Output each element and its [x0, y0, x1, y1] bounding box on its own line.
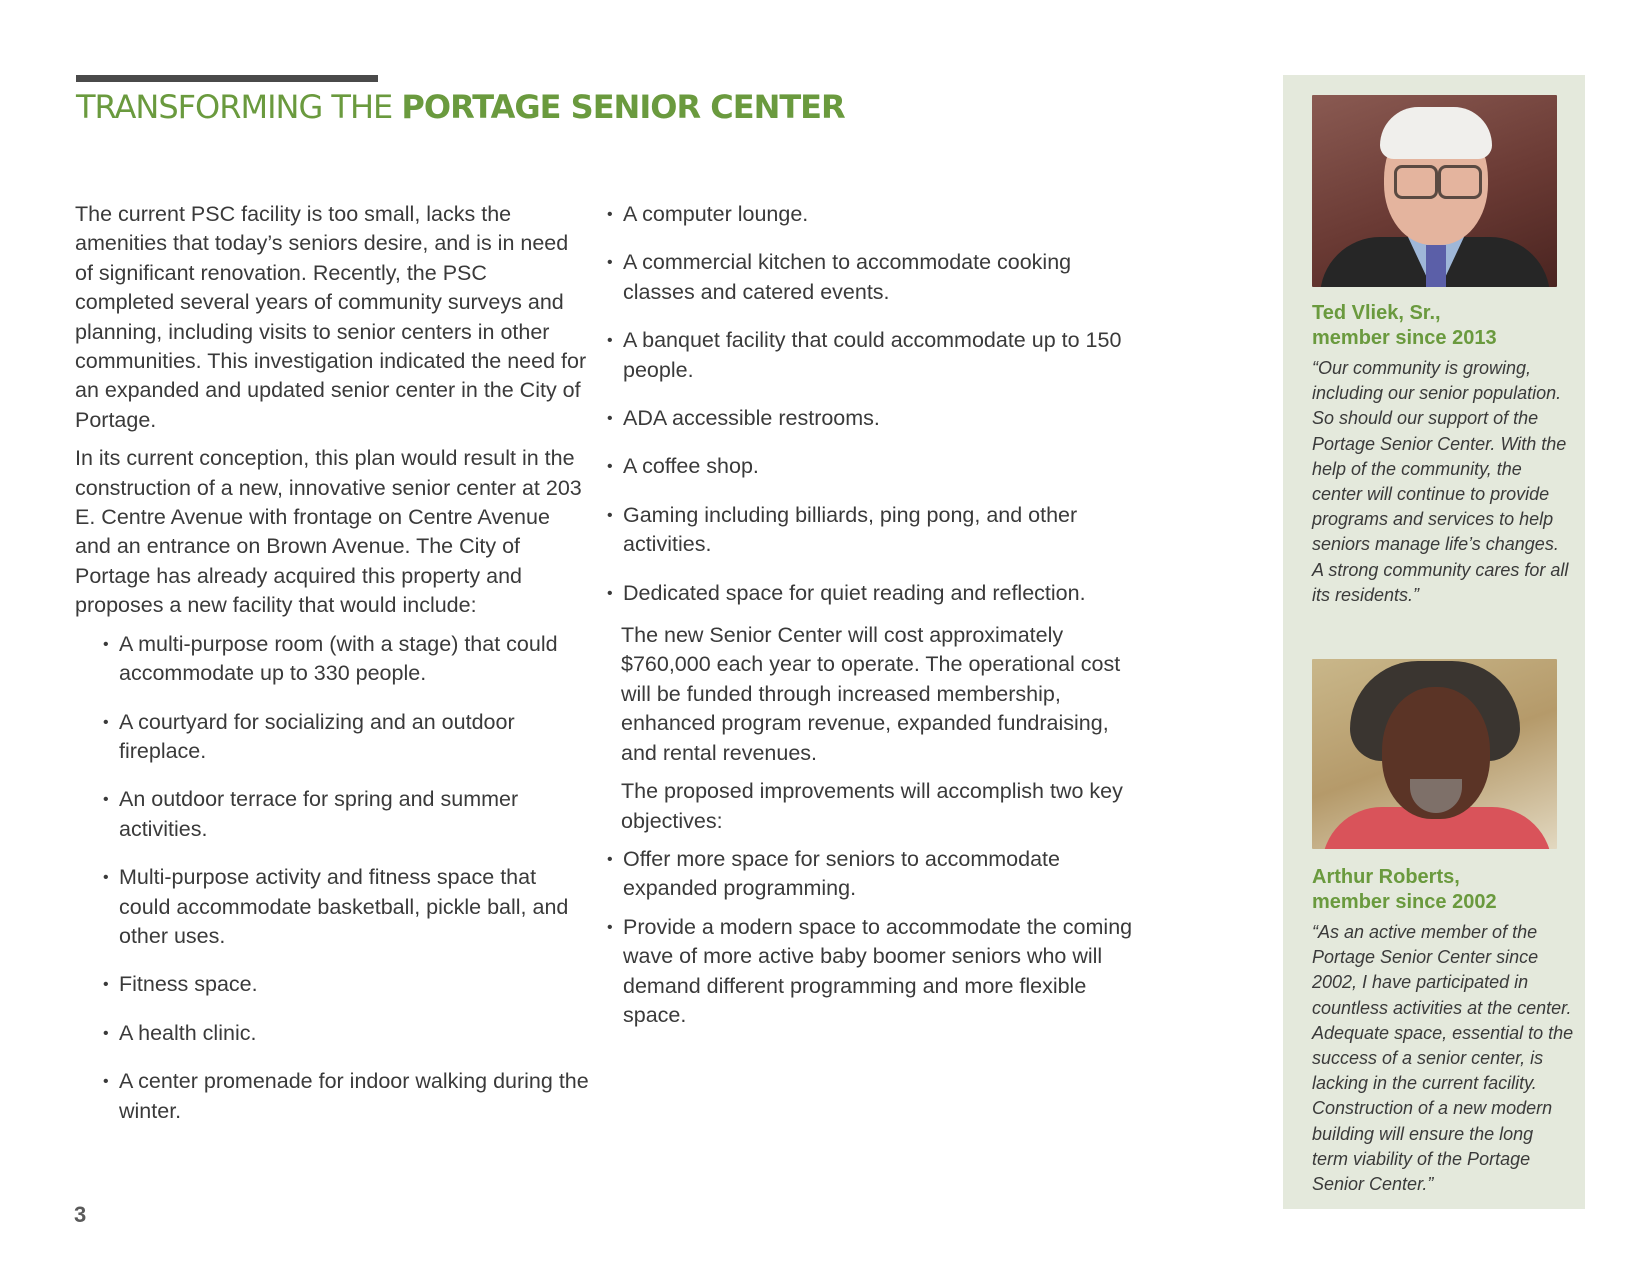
left-column: [75, 200, 590, 1145]
list-item-text: A multi-purpose room (with a stage) that could accommodate up to 330 people.: [119, 631, 558, 686]
member-since: member since 2013: [1312, 327, 1497, 349]
amenity-list: [579, 200, 1141, 608]
list-item: [579, 845, 1141, 904]
list-item-text: ADA accessible restrooms.: [623, 406, 880, 431]
bullet-icon: •: [607, 206, 613, 223]
bullet-icon: •: [103, 791, 109, 809]
bullet-icon: •: [103, 976, 109, 994]
list-item-text: A banquet facility that could accommodate up to 150 people.: [623, 328, 1122, 382]
testimonial-quote: “As an active member of the Portage Senior Center since 2002, I have participated in countless activities at the center. Adequate space, essential to the success of a senior center, is lacking in the current facility. Construction of a new modern building will ensure the long term viability of the Portage Senior Center.”: [1312, 922, 1574, 1195]
list-item-text: A center promenade for indoor walking during the winter.: [119, 1069, 589, 1123]
plan-paragraph: In its current conception, this plan would result in the construction of a new, innovative senior center at 203 E. Centre Avenue with frontage on Centre Avenue and an entrance on Brown Avenue. The City of Portage has already acquired this property and proposes a new facility that would include:: [75, 446, 582, 618]
bullet-icon: •: [607, 332, 613, 350]
member-name-text: Arthur Roberts,: [1312, 866, 1460, 888]
bullet-icon: •: [607, 918, 613, 936]
list-item: [75, 630, 590, 689]
list-item: [75, 970, 590, 999]
list-item: [579, 404, 1141, 433]
bullet-icon: •: [607, 458, 613, 476]
bullet-icon: •: [103, 1024, 109, 1042]
list-item: [75, 785, 590, 844]
list-item-text: Provide a modern space to accommodate the coming wave of more active baby boomer seniors who will demand different programming and more flexible space.: [623, 914, 1133, 1027]
list-item-text: An outdoor terrace for spring and summer activities.: [119, 787, 519, 841]
list-item-text: A commercial kitchen to accommodate cooking classes and catered events.: [623, 250, 1072, 304]
bullet-icon: •: [607, 850, 613, 868]
member-name-text: Ted Vliek, Sr.,: [1312, 302, 1441, 324]
bullet-icon: •: [607, 254, 613, 272]
page-title: [76, 88, 845, 126]
middle-column: [607, 200, 1141, 1039]
objectives-list: [579, 845, 1141, 1030]
member-since: member since 2002: [1312, 891, 1497, 913]
list-item: [579, 913, 1141, 1031]
page-title-light: TRANSFORMING THE: [76, 88, 402, 126]
list-item: [579, 579, 1141, 608]
list-item-text: A coffee shop.: [623, 454, 759, 479]
list-item: [579, 326, 1141, 385]
bullet-icon: •: [103, 635, 109, 653]
list-item: [579, 200, 1141, 229]
page-title-bold: PORTAGE SENIOR CENTER: [401, 88, 845, 126]
list-item-text: Dedicated space for quiet reading and reflection.: [623, 580, 1086, 605]
testimonial-sidebar: [1283, 75, 1585, 1209]
title-rule: [76, 75, 378, 82]
list-item: [75, 708, 590, 767]
list-item: [579, 248, 1141, 307]
page-number: 3: [74, 1202, 87, 1227]
bullet-icon: •: [607, 410, 613, 428]
member-name: [1312, 865, 1574, 915]
bullet-icon: •: [607, 584, 613, 602]
objectives-intro: The proposed improvements will accomplish two key objectives:: [621, 779, 1123, 833]
member-photo: [1312, 95, 1557, 287]
list-item-text: Offer more space for seniors to accommodate expanded programming.: [623, 846, 1060, 901]
list-item: [75, 1019, 590, 1048]
member-photo: [1312, 659, 1557, 849]
list-item-text: A health clinic.: [119, 1020, 257, 1045]
list-item-text: A computer lounge.: [623, 202, 809, 226]
intro-paragraph: The current PSC facility is too small, lacks the amenities that today’s seniors desire, and is in need of significant renovation. Recently, the PSC completed several years of community surveys and planning, including visits to senior centers in other communities. This investigation indicated the need for an expanded and updated senior center in the City of Portage.: [75, 202, 587, 432]
list-item: [579, 452, 1141, 481]
list-item: [579, 501, 1141, 560]
member-name: [1312, 301, 1574, 351]
list-item-text: A courtyard for socializing and an outdoor fireplace.: [119, 709, 515, 763]
facility-list: [75, 630, 590, 1126]
bullet-icon: •: [103, 713, 109, 731]
cost-paragraph: The new Senior Center will cost approximately $760,000 each year to operate. The operational cost will be funded through increased membership, enhanced program revenue, expanded fundraising, and rental revenues.: [621, 623, 1121, 765]
list-item-text: Gaming including billiards, ping pong, and other activities.: [623, 502, 1078, 557]
bullet-icon: •: [103, 1073, 109, 1091]
list-item: [75, 863, 590, 951]
list-item-text: Multi-purpose activity and fitness space that could accommodate basketball, pickle ball, and other uses.: [119, 865, 569, 948]
testimonial-quote: “Our community is growing, including our senior population. So should our support of the Portage Senior Center. With the help of the community, the center will continue to provide programs and services to help seniors manage life’s changes. A strong community cares for all its residents.”: [1312, 358, 1569, 605]
list-item: [75, 1067, 590, 1126]
bullet-icon: •: [103, 869, 109, 887]
bullet-icon: •: [607, 506, 613, 524]
list-item-text: Fitness space.: [119, 972, 258, 997]
